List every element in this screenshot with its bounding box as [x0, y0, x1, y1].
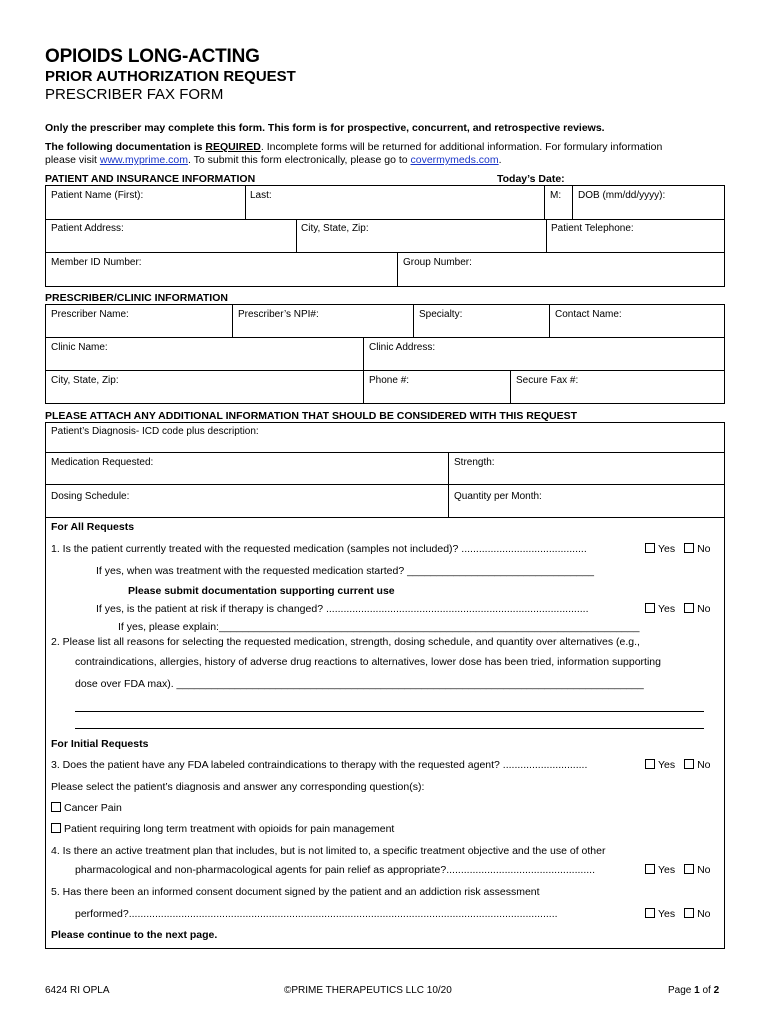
- form-title: OPIOIDS LONG-ACTING: [45, 46, 260, 67]
- yes-label: Yes: [658, 759, 676, 771]
- question-4-line-1: 4. Is there an active treatment plan that includes, but is not limited to, a specific treatment objective and the use of other: [51, 845, 606, 857]
- initial-requests-heading: For Initial Requests: [51, 738, 149, 750]
- prescriber-info-table: [45, 304, 725, 404]
- form-code: 6424 RI OPLA: [45, 985, 110, 996]
- question-1: 1. Is the patient currently treated with the requested medication (samples not included)? ...........................................: [51, 543, 587, 555]
- patient-mi-field[interactable]: M:: [550, 190, 562, 201]
- divider: [413, 304, 414, 337]
- question-2-line-1: 2. Please list all reasons for selecting the requested medication, strength, dosing schedule, and quantity over alternatives (e.g.,: [51, 636, 640, 648]
- divider: [45, 337, 725, 338]
- prescriber-npi-field[interactable]: Prescriber’s NPI#:: [238, 309, 319, 320]
- clinic-address-field[interactable]: Clinic Address:: [369, 342, 436, 353]
- patient-first-name-field[interactable]: Patient Name (First):: [51, 190, 144, 201]
- question-1-options: [645, 543, 711, 555]
- divider: [572, 185, 573, 219]
- all-requests-heading: For All Requests: [51, 521, 135, 533]
- page-total: 2: [713, 985, 720, 996]
- divider: [544, 185, 545, 219]
- q1c-no-checkbox[interactable]: [684, 603, 694, 613]
- quantity-per-month-field[interactable]: Quantity per Month:: [454, 491, 542, 502]
- yes-label: Yes: [658, 603, 676, 615]
- divider: [45, 370, 725, 371]
- no-label: No: [697, 908, 711, 920]
- question-5-line-1: 5. Has there been an informed consent document signed by the patient and an addiction risk assessment: [51, 886, 540, 898]
- divider: [397, 252, 398, 287]
- question-2-line-3[interactable]: dose over FDA max). ________________________________________________________________________________: [75, 678, 644, 690]
- question-3: 3. Does the patient have any FDA labeled contraindications to therapy with the requested agent? .............................: [51, 759, 588, 771]
- member-id-field[interactable]: Member ID Number:: [51, 257, 142, 268]
- no-label: No: [697, 543, 711, 555]
- documentation-notice: [45, 141, 735, 167]
- cancer-pain-label: Cancer Pain: [64, 802, 122, 814]
- strength-field[interactable]: Strength:: [454, 457, 495, 468]
- question-1d[interactable]: If yes, please explain:________________________________________________________________________: [118, 621, 640, 633]
- covermymeds-link[interactable]: covermymeds.com: [410, 154, 499, 166]
- question-1c: If yes, is the patient at risk if therapy is changed? ..........................................................................................: [96, 603, 589, 615]
- clinic-city-state-zip-field[interactable]: City, State, Zip:: [51, 375, 119, 386]
- form-type: PRESCRIBER FAX FORM: [45, 86, 224, 103]
- question-2-line-2: contraindications, allergies, history of adverse drug reactions to alternatives, lower dose has been tried, information supporting: [75, 656, 661, 668]
- patient-city-state-zip-field[interactable]: City, State, Zip:: [301, 223, 369, 234]
- divider: [232, 304, 233, 337]
- cancer-pain-checkbox[interactable]: [51, 802, 61, 812]
- clinic-name-field[interactable]: Clinic Name:: [51, 342, 108, 353]
- q3-no-checkbox[interactable]: [684, 759, 694, 769]
- divider: [45, 219, 725, 220]
- question-2-answer-line[interactable]: [75, 728, 704, 729]
- specialty-field[interactable]: Specialty:: [419, 309, 463, 320]
- yes-label: Yes: [658, 864, 676, 876]
- prescriber-only-notice: Only the prescriber may complete this form. This form is for prospective, concurrent, and retrospective reviews.: [45, 122, 605, 134]
- long-term-checkbox[interactable]: [51, 823, 61, 833]
- group-number-field[interactable]: Group Number:: [403, 257, 472, 268]
- divider: [546, 219, 547, 252]
- dosing-schedule-field[interactable]: Dosing Schedule:: [51, 491, 130, 502]
- no-label: No: [697, 759, 711, 771]
- yes-label: Yes: [658, 908, 676, 920]
- no-label: No: [697, 603, 711, 615]
- required-word: REQUIRED: [205, 141, 261, 153]
- q1c-yes-checkbox[interactable]: [645, 603, 655, 613]
- contact-name-field[interactable]: Contact Name:: [555, 309, 622, 320]
- divider: [45, 517, 725, 518]
- medication-requested-field[interactable]: Medication Requested:: [51, 457, 154, 468]
- visit-mid: . To submit this form electronically, please go to: [187, 154, 411, 166]
- page-current: 1: [694, 985, 700, 996]
- secure-fax-field[interactable]: Secure Fax #:: [516, 375, 579, 386]
- divider: [510, 370, 511, 404]
- divider: [45, 484, 725, 485]
- prescriber-section-heading: PRESCRIBER/CLINIC INFORMATION: [45, 292, 228, 304]
- q1-no-checkbox[interactable]: [684, 543, 694, 553]
- no-label: No: [697, 864, 711, 876]
- question-1a[interactable]: If yes, when was treatment with the requested medication started? ________________________________: [96, 565, 594, 577]
- question-4-line-2: pharmacological and non-pharmacological agents for pain relief as appropriate?...................................................: [75, 864, 596, 876]
- todays-date-label: Today’s Date:: [497, 173, 565, 185]
- divider: [448, 452, 449, 517]
- q4-yes-checkbox[interactable]: [645, 864, 655, 874]
- copyright: ©PRIME THERAPEUTICS LLC 10/20: [284, 985, 452, 996]
- divider: [363, 337, 364, 404]
- q4-no-checkbox[interactable]: [684, 864, 694, 874]
- cancer-pain-option: [51, 802, 122, 814]
- divider: [296, 219, 297, 252]
- q3-yes-checkbox[interactable]: [645, 759, 655, 769]
- continue-notice: Please continue to the next page.: [51, 929, 218, 941]
- question-5-line-2: performed?...................................................................................................................................................: [75, 908, 558, 920]
- doc-prefix: The following documentation is: [45, 141, 206, 153]
- doc-suffix: . Incomplete forms will be returned for additional information. For formulary information: [260, 141, 663, 153]
- question-5-options: [645, 908, 711, 920]
- question-3-options: [645, 759, 711, 771]
- q5-yes-checkbox[interactable]: [645, 908, 655, 918]
- additional-info-heading: PLEASE ATTACH ANY ADDITIONAL INFORMATION THAT SHOULD BE CONSIDERED WITH THIS REQUEST: [45, 410, 577, 422]
- question-2-answer-line[interactable]: [75, 711, 704, 712]
- patient-dob-field[interactable]: DOB (mm/dd/yyyy):: [578, 190, 666, 201]
- patient-last-name-field[interactable]: Last:: [250, 190, 272, 201]
- patient-telephone-field[interactable]: Patient Telephone:: [551, 223, 634, 234]
- question-4-options: [645, 864, 711, 876]
- visit-end: .: [498, 154, 502, 166]
- diagnosis-field[interactable]: Patient’s Diagnosis- ICD code plus description:: [51, 426, 259, 437]
- long-term-option: [51, 823, 394, 835]
- patient-section-heading: PATIENT AND INSURANCE INFORMATION: [45, 173, 256, 185]
- myprime-link[interactable]: www.myprime.com: [99, 154, 188, 166]
- question-1b-note: Please submit documentation supporting current use: [128, 585, 395, 597]
- divider: [549, 304, 550, 337]
- divider: [45, 252, 725, 253]
- visit-prefix: please visit: [45, 154, 100, 166]
- page-of: of: [699, 985, 714, 996]
- divider: [245, 185, 246, 219]
- clinic-phone-field[interactable]: Phone #:: [369, 375, 410, 386]
- prescriber-name-field[interactable]: Prescriber Name:: [51, 309, 129, 320]
- q5-no-checkbox[interactable]: [684, 908, 694, 918]
- long-term-label: Patient requiring long term treatment with opioids for pain management: [64, 823, 395, 835]
- form-subtitle: PRIOR AUTHORIZATION REQUEST: [45, 68, 296, 85]
- yes-label: Yes: [658, 543, 676, 555]
- select-diagnosis-instruction: Please select the patient’s diagnosis and answer any corresponding question(s):: [51, 781, 425, 793]
- page-number: [668, 985, 719, 996]
- patient-address-field[interactable]: Patient Address:: [51, 223, 124, 234]
- q1-yes-checkbox[interactable]: [645, 543, 655, 553]
- question-1c-options: [645, 603, 711, 615]
- page-prefix: Page: [668, 985, 695, 996]
- divider: [45, 452, 725, 453]
